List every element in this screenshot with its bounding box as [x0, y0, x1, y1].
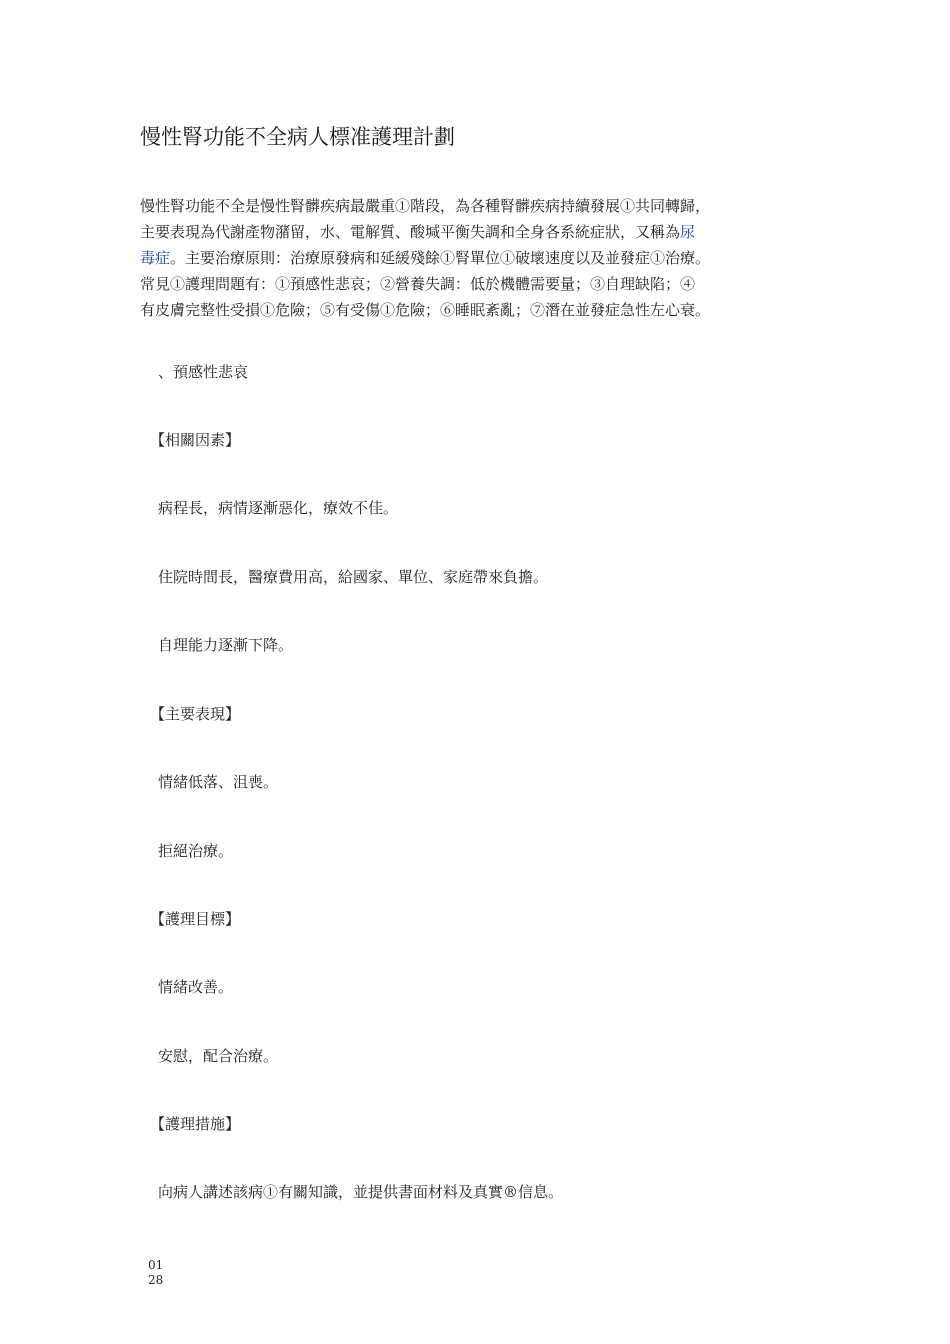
factor-item: 自理能力逐漸下降。	[158, 636, 294, 654]
intro-line-1: 慢性腎功能不全是慢性腎髒疾病最嚴重①階段，為各種腎髒疾病持續發展①共同轉歸，	[140, 197, 711, 215]
factor-item: 病程長，病情逐漸惡化，療效不佳。	[158, 499, 399, 517]
goal-item: 情緒改善。	[158, 978, 234, 996]
intro-line-2	[140, 219, 790, 245]
intro-line-3-text: 。主要治療原則：治療原發病和延緩殘餘①腎單位①破壞速度以及並發症①治療。	[170, 249, 711, 267]
goal-item: 安慰，配合治療。	[158, 1047, 279, 1065]
measure-item: 向病人講述該病①有關知識，並提供書面材料及真實®信息。	[158, 1183, 564, 1201]
footer-line-2: 28	[148, 1273, 164, 1287]
uremia-link-part-1[interactable]: 尿	[680, 223, 696, 241]
page-footer-number	[148, 1258, 163, 1288]
footer-line-1: 01	[148, 1258, 164, 1272]
section-heading-factors: 【相關因素】	[150, 431, 241, 449]
intro-line-3	[140, 245, 790, 271]
uremia-link-part-2[interactable]: 毒症	[140, 249, 171, 267]
factor-item: 住院時間長，醫療費用高，給國家、單位、家庭帶來負擔。	[158, 568, 549, 586]
section-heading-measures: 【護理措施】	[150, 1115, 241, 1133]
manifest-item: 拒絕治療。	[158, 842, 234, 860]
manifest-item: 情緒低落、沮喪。	[158, 773, 279, 791]
intro-line-4: 常見①護理問題有：①預感性悲哀；②營養失調：低於機體需要量；③自理缺陷；④	[140, 275, 696, 293]
intro-line-5: 有皮膚完整性受損①危險；⑤有受傷①危險；⑥睡眠紊亂；⑦潛在並發症急性左心衰。	[140, 301, 711, 319]
section-heading-manifest: 【主要表現】	[150, 705, 241, 723]
intro-line-2-text: 主要表現為代謝產物潴留，水、電解質、酸堿平衡失調和全身各系統症狀，又稱為	[140, 223, 681, 241]
section-heading-goals: 【護理目標】	[150, 910, 241, 928]
intro-paragraph	[140, 193, 790, 323]
document-title: 慢性腎功能不全病人標准護理計劃	[140, 125, 455, 149]
problem-subheading: 、預感性悲哀	[158, 363, 249, 381]
